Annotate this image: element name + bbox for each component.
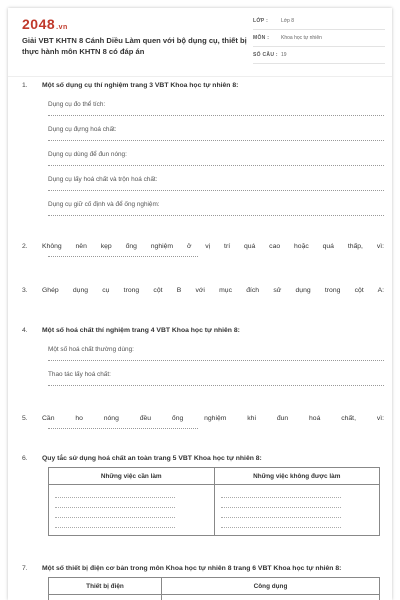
- page-title: Giải VBT KHTN 8 Cánh Diều Làm quen với bộ dụng cụ, thiết bị thực hành môn KHTN 8 có đáp án: [22, 36, 247, 56]
- question-7: 7. Một số thiết bị điện cơ bản trong môn Khoa học tự nhiên 8 trang 6 VBT Khoa học tự nhiên 8: Thiết bị điện Công dụng: [22, 564, 384, 600]
- answer-line[interactable]: [48, 424, 198, 429]
- meta-row-subject: MÔN : Khoa học tự nhiên: [253, 30, 385, 47]
- answer-line[interactable]: [48, 209, 384, 216]
- answer-line[interactable]: [48, 379, 384, 386]
- answer-cell[interactable]: [214, 485, 380, 536]
- q4-item: Thao tác lấy hoá chất:: [48, 371, 111, 378]
- answer-cell[interactable]: [49, 485, 215, 536]
- table-header: Thiết bị điện: [49, 578, 162, 595]
- q4-item: Một số hoá chất thường dùng:: [48, 346, 134, 353]
- table-header: Công dụng: [162, 578, 380, 595]
- answer-cell[interactable]: [49, 595, 162, 600]
- answer-line[interactable]: [48, 252, 198, 257]
- meta-panel: [253, 13, 385, 64]
- worksheet-page: [8, 8, 392, 600]
- answer-line[interactable]: [48, 134, 384, 141]
- table-header: Những việc không được làm: [214, 468, 380, 485]
- site-logo[interactable]: 2048.vn: [22, 16, 68, 32]
- q1-item: Dụng cụ lấy hoá chất và trộn hoá chất:: [48, 176, 158, 183]
- question-2: 2. Không nên kẹp ống nghiệm ở vị trí quá cao hoặc quá thấp, vì:: [22, 242, 384, 257]
- question-5: 5. Cần ho nóng đều ống nghiệm khi đun hoá chất, vì:: [22, 414, 384, 429]
- meta-row-question-count: SỐ CÂU : 19: [253, 47, 385, 64]
- answer-line[interactable]: [48, 354, 384, 361]
- worksheet-header: [8, 8, 392, 70]
- question-6: 6. Quy tắc sử dụng hoá chất an toàn trang 5 VBT Khoa học tự nhiên 8: Những việc cần làm Những việc không được làm: [22, 454, 384, 536]
- question-1: 1. Một số dụng cụ thí nghiệm trang 3 VBT Khoa học tự nhiên 8: Dụng cụ đo thể tích: Dụng cụ đựng hoá chất: Dụng cụ dùng để đun nóng: Dụng cụ lấy hoá chất và trộn hoá chất: Dụng cụ giữ cố định và để ống nghiệm:: [22, 81, 384, 216]
- safety-rules-table: [48, 467, 380, 536]
- question-3: 3. Ghép dụng cụ trong cột B với mục đích sử dụng trong cột A:: [22, 287, 384, 294]
- q1-item: Dụng cụ dùng để đun nóng:: [48, 151, 127, 158]
- q1-item: Dụng cụ đo thể tích:: [48, 101, 106, 108]
- table-header: Những việc cần làm: [49, 468, 215, 485]
- answer-cell[interactable]: [162, 595, 380, 600]
- question-4: 4. Một số hoá chất thí nghiệm trang 4 VBT Khoa học tự nhiên 8: Một số hoá chất thường dùng: Thao tác lấy hoá chất:: [22, 326, 384, 386]
- header-divider: [8, 76, 392, 77]
- q1-item: Dụng cụ đựng hoá chất:: [48, 126, 117, 133]
- answer-line[interactable]: [48, 184, 384, 191]
- electrical-devices-table: [48, 577, 380, 600]
- q1-item: Dụng cụ giữ cố định và để ống nghiệm:: [48, 201, 160, 208]
- answer-line[interactable]: [48, 159, 384, 166]
- meta-row-class: LỚP : Lớp 8: [253, 13, 385, 30]
- answer-line[interactable]: [48, 109, 384, 116]
